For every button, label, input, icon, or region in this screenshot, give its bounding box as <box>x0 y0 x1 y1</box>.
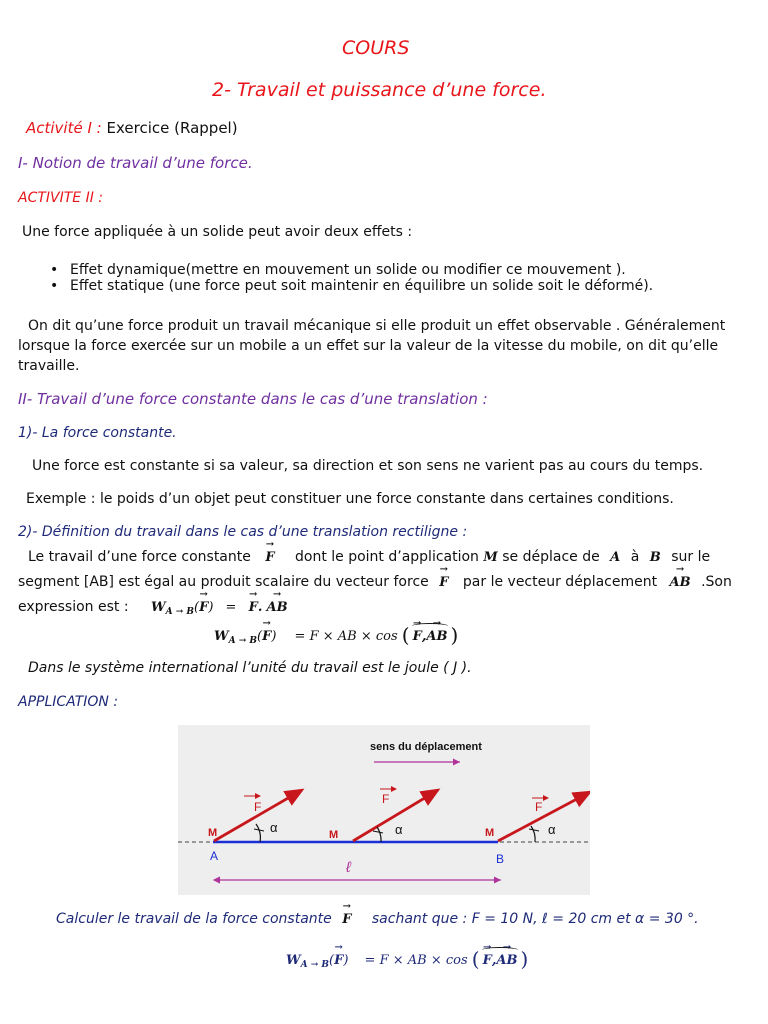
m-label: M <box>485 827 495 839</box>
sub-1-heading: 1)- La force constante. <box>18 425 177 441</box>
unit-text: Dans le système international l’unité du travail est le joule ( J ). <box>28 660 472 676</box>
application-formula: $W_{A \to B}(\to F) = F$ × AB × cos (→ F,→ AB ) <box>286 947 528 971</box>
bullet-list <box>20 262 653 294</box>
sub-2-heading: 2)- Définition du travail dans le cas d’une translation rectiligne : <box>18 524 468 540</box>
page-title: 2- Travail et puissance d’une force. <box>212 79 547 101</box>
force-vector: → F <box>342 912 351 927</box>
list-item-text: Effet dynamique(mettre en mouvement un solide ou modifier ce mouvement ). <box>70 262 626 278</box>
paragraph: On dit qu’une force produit un travail mécanique si elle produit un effet observable . Généralement lorsque la force exercée sur un mobile a un effet sur la valeur de la vitesse du mobile, on dit qu’elle travaille. <box>18 318 726 374</box>
point-b: B <box>649 550 661 565</box>
alpha-label: α <box>395 822 403 837</box>
def-text: dont le point d’application <box>295 549 479 565</box>
def-text: expression est : <box>18 599 129 615</box>
def-text: à <box>630 549 640 565</box>
section-1-heading: I- Notion de travail d’une force. <box>18 154 253 172</box>
activite-2-heading: ACTIVITE II : <box>18 190 104 206</box>
work-formula: $W_{A \to B}(\to F) = F$ × AB × cos (→ F,→ AB ) <box>214 623 458 647</box>
list-item: • Effet dynamique(mettre en mouvement un solide ou modifier ce mouvement ). <box>50 262 626 278</box>
point-m: M <box>483 550 498 565</box>
def-text: segment [AB] est égal au produit scalaire du vecteur force <box>18 574 429 590</box>
force-vector: → F <box>265 550 274 565</box>
def-text: se déplace de <box>502 549 600 565</box>
f-label: F <box>535 800 543 814</box>
displacement-vector: → AB <box>670 575 691 590</box>
definition-line-1 <box>28 549 710 565</box>
list-item-text: Effet statique (une force peut soit maintenir en équilibre un solide soit le déformé). <box>70 278 654 294</box>
m-label: M <box>329 829 339 841</box>
question-text <box>56 911 699 927</box>
def-text: sur le <box>671 549 711 565</box>
point-b-label: B <box>496 852 505 866</box>
f-label: F <box>254 800 262 814</box>
application-heading: APPLICATION : <box>18 694 119 710</box>
question-part: sachant que : F = 10 N, ℓ = 20 cm et α = 30 °. <box>371 911 699 927</box>
section-2-heading: II- Travail d’une force constante dans le cas d’une translation : <box>18 390 488 408</box>
exemple-text: Exemple : le poids d’un objet peut constituer une force constante dans certaines conditions. <box>26 491 674 507</box>
activite-1-text: Exercice (Rappel) <box>106 119 238 137</box>
m-label: M <box>208 827 218 839</box>
length-label: ℓ <box>346 859 351 876</box>
sub-1-text: Une force est constante si sa valeur, sa direction et son sens ne varient pas au cours du temps. <box>32 458 704 474</box>
activite-1-label: Activité I : <box>26 119 102 137</box>
question-part: Calculer le travail de la force constante <box>56 911 332 927</box>
f-label: F <box>382 792 390 806</box>
list-item: • Effet statique (une force peut soit maintenir en équilibre un solide soit le déformé). <box>50 278 654 294</box>
force-vector: → F <box>439 575 448 590</box>
figure-diagram <box>178 725 590 895</box>
def-text: par le vecteur déplacement <box>462 574 658 590</box>
alpha-label: α <box>548 822 556 837</box>
intro-text: Une force appliquée à un solide peut avoir deux effets : <box>22 224 413 240</box>
expression-formula: $W_{A \to B}(\to F)$ = → F. → AB <box>151 600 288 615</box>
point-a: A <box>610 550 621 565</box>
alpha-label: α <box>270 820 278 835</box>
def-text: .Son <box>701 574 732 590</box>
sens-label: sens du déplacement <box>370 741 482 753</box>
def-text: Le travail d’une force constante <box>28 549 251 565</box>
definition-line-3 <box>18 599 288 617</box>
definition-line-2 <box>18 574 732 590</box>
heading: COURS <box>342 37 410 59</box>
activite-1 <box>26 119 238 137</box>
point-a-label: A <box>210 849 219 863</box>
